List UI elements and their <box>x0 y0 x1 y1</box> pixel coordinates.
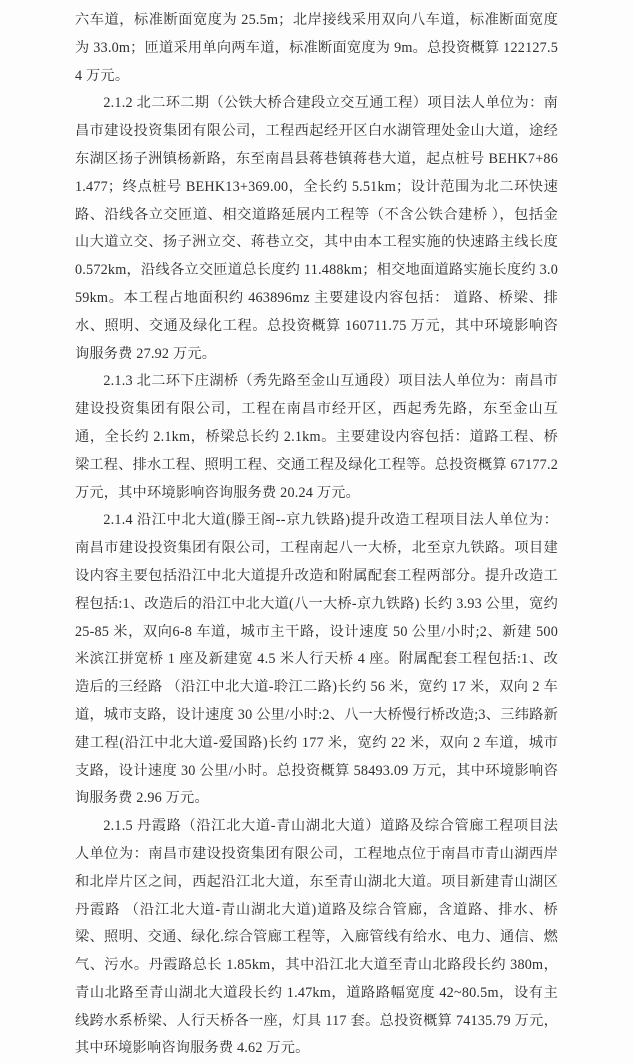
paragraph-continuation: 六车道，标准断面宽度为 25.5m；北岸接线采用双向八车道，标准断面宽度为 33.0m；匝道采用单向两车道，标准断面宽度为 9m。总投资概算 122127.54 万元。 <box>75 12 558 84</box>
paragraph-2-1-2: 2.1.2 北二环二期（公铁大桥合建段立交互通工程）项目法人单位为：南昌市建设投资集团有限公司，工程西起经开区白水湖管理处金山大道，途经东湖区扬子洲镇杨新路，东至南昌县蒋巷镇蒋巷大道，起点桩号 BEHK7+861.477；终点桩号 BEHK13+369.00，全长约 5.51km；设计范围为北二环快速路、沿线各立交匝道、相交道路延展内工程等（不含公铁合建桥 ），包括金山大道立交、扬子洲立交、蒋巷立交，其中由本工程实施的快速路主线长度 0.572km，沿线各立交匝道总长度约 11.488km；相交地面道路实施长度约 3.059km。本工程占地面积约 463896mz 主要建设内容包括： 道路、桥梁、排水、照明、交通及绿化工程。总投资概算 160711.75 万元，其中环境影响咨询服务费 27.92 万元。 <box>75 95 558 362</box>
paragraph-2-1-3: 2.1.3 北二环下庄湖桥（秀先路至金山互通段）项目法人单位为：南昌市建设投资集团有限公司，工程在南昌市经开区，西起秀先路，东至金山互通，全长约 2.1km，桥梁总长约 2.1km。主要建设内容包括：道路工程、桥梁工程、排水工程、照明工程、交通工程及绿化工程等。总投资概算 67177.2 万元，其中环境影响咨询服务费 20.24 万元。 <box>75 373 558 501</box>
paragraph-2-1-4: 2.1.4 沿江中北大道(滕王阁--京九铁路)提升改造工程项目法人单位为：南昌市建设投资集团有限公司，工程南起八一大桥，北至京九铁路。项目建设内容主要包括沿江中北大道提升改造和附属配套工程两部分。提升改造工程包括:1、改造后的沿江中北大道(八一大桥-京九铁路) 长约 3.93 公里，宽约 25-85 米，双向6-8 车道，城市主干路，设计速度 50 公里/小时;2、新建 500 米滨江拼宽桥 1 座及新建宽 4.5 米人行天桥 4 座。附属配套工程包括:1、改造后的三经路 （沿江中北大道-聆江二路)长约 56 米，宽约 17 米，双向 2 车道，城市支路，设计速度 30 公里/小时:2、八一大桥慢行桥改造;3、三纬路新建工程(沿江中北大道-爱国路)长约 177 米，宽约 22 米，双向 2 车道，城市支路，设计速度 30 公里/小时。总投资概算 58493.09 万元，其中环境影响咨询服务费 2.96 万元。 <box>75 512 558 807</box>
paragraph-2-1-5: 2.1.5 丹霞路（沿江北大道-青山湖北大道）道路及综合管廊工程项目法人单位为：南昌市建设投资集团有限公司，工程地点位于南昌市青山湖西岸和北岸片区之间，西起沿江北大道，东至青山湖北大道。项目新建青山湖区丹霞路 （沿江北大道-青山湖北大道)道路及综合管廊，含道路、排水、桥梁、照明、交通、绿化.综合管廊工程等，入廊管线有给水、电力、通信、燃气、污水。丹霞路总长 1.85km，其中沿江北大道至青山北路段长约 380m，青山北路至青山湖北大道段长约 1.47km，道路路幅宽度 42~80.5m，设有主线跨水系桥梁、人行天桥各一座，灯具 117 套。总投资概算 74135.79 万元，其中环境影响咨询服务费 4.62 万元。 <box>75 818 558 1057</box>
